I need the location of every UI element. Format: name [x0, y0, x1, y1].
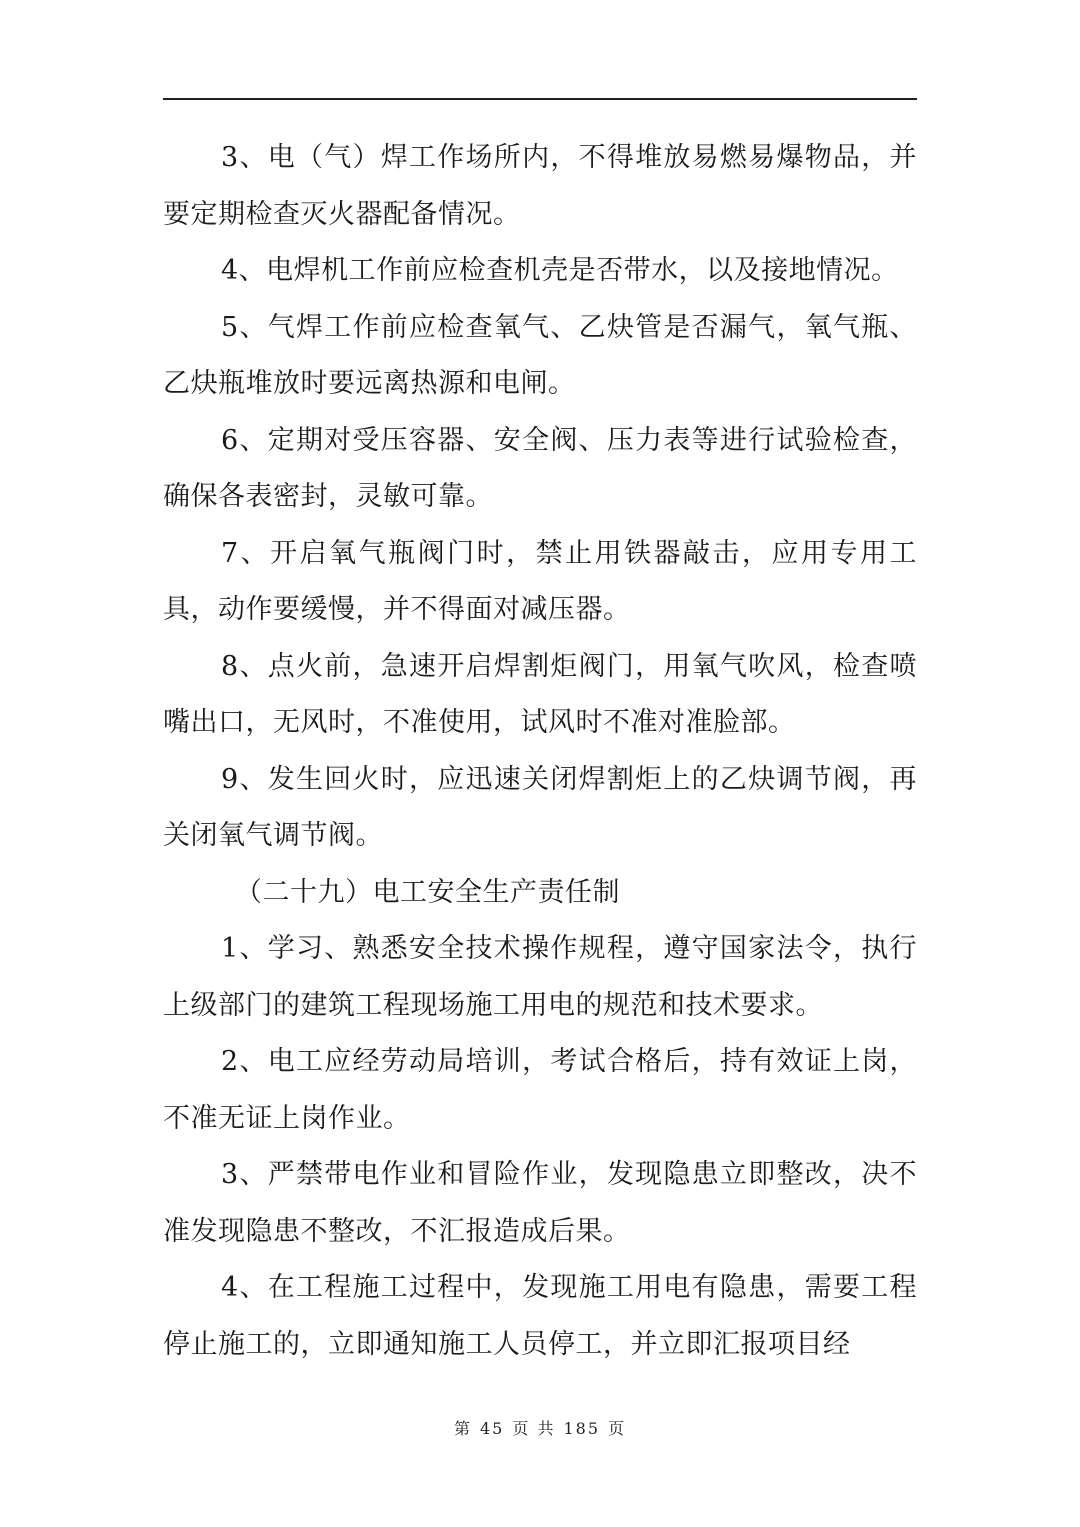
paragraph: 3、严禁带电作业和冒险作业，发现隐患立即整改，决不准发现隐患不整改，不汇报造成后果。 [163, 1159, 917, 1247]
paragraph: 8、点火前，急速开启焊割炬阀门，用氧气吹风，检查喷嘴出口，无风时，不准使用，试风时不准对准脸部。 [163, 650, 917, 738]
section-heading: （二十九）电工安全生产责任制 [235, 876, 620, 908]
page-number-footer [0, 1416, 1080, 1439]
footer-middle: 页 共 [512, 1419, 556, 1438]
paragraph: 9、发生回火时，应迅速关闭焊割炬上的乙炔调节阀，再关闭氧气调节阀。 [163, 763, 917, 851]
header-rule [163, 98, 917, 100]
footer-prefix: 第 [453, 1419, 472, 1438]
paragraph: 6、定期对受压容器、安全阀、压力表等进行试验检查，确保各表密封，灵敏可靠。 [163, 424, 917, 512]
footer-total-pages: 185 [563, 1419, 600, 1438]
footer-suffix: 页 [608, 1419, 627, 1438]
footer-current-page: 45 [480, 1419, 505, 1438]
paragraph: 4、电焊机工作前应检查机壳是否带水，以及接地情况。 [221, 255, 899, 286]
paragraph: 7、开启氧气瓶阀门时，禁止用铁器敲击，应用专用工具，动作要缓慢，并不得面对减压器。 [163, 537, 917, 625]
paragraph: 4、在工程施工过程中，发现施工用电有隐患，需要工程停止施工的，立即通知施工人员停工，并立即汇报项目经 [163, 1272, 917, 1360]
paragraph: 2、电工应经劳动局培训，考试合格后，持有效证上岗，不准无证上岗作业。 [163, 1046, 917, 1134]
paragraph: 3、电（气）焊工作场所内，不得堆放易燃易爆物品，并要定期检查灭火器配备情况。 [163, 142, 917, 230]
paragraph: 1、学习、熟悉安全技术操作规程，遵守国家法令，执行上级部门的建筑工程现场施工用电的规范和技术要求。 [163, 933, 917, 1021]
paragraph: 5、气焊工作前应检查氧气、乙炔管是否漏气，氧气瓶、乙炔瓶堆放时要远离热源和电闸。 [163, 311, 917, 399]
document-body [163, 130, 917, 1373]
